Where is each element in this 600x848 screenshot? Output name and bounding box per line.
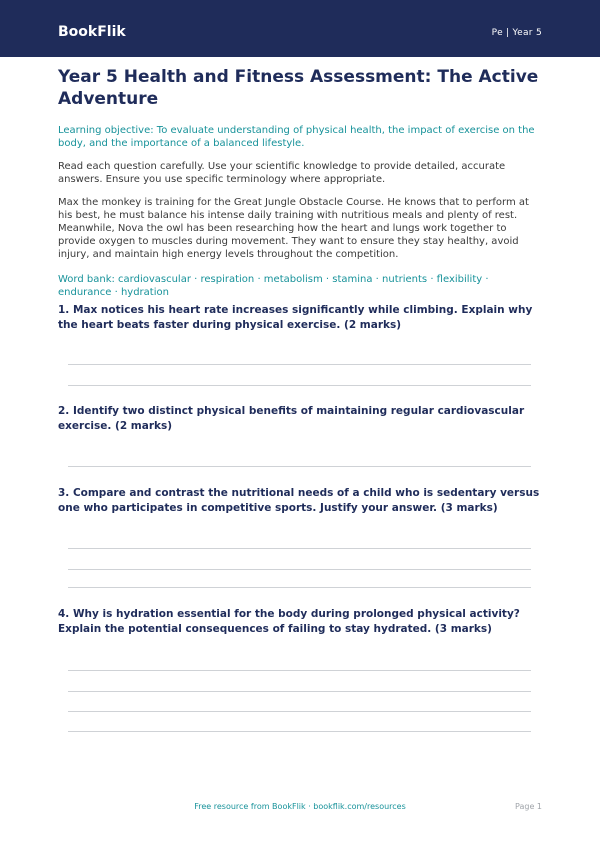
footer-link[interactable]: Free resource from BookFlik · bookflik.com/resources (194, 802, 406, 811)
intro-section (58, 66, 543, 299)
page-number: Page 1 (515, 802, 542, 811)
answer-line[interactable] (68, 466, 531, 467)
subject-year-label: Pe | Year 5 (491, 28, 542, 38)
answer-line[interactable] (68, 548, 531, 549)
question-1 (58, 303, 543, 333)
answer-line[interactable] (68, 731, 531, 732)
page-header (0, 0, 600, 57)
learning-objective: Learning objective: To evaluate understanding of physical health, the impact of exercise on the body, and the importance of a balanced lifestyle. (58, 125, 535, 149)
answer-line[interactable] (68, 569, 531, 570)
question-2 (58, 404, 543, 434)
brand-logo: BookFlik (58, 24, 126, 40)
answer-line[interactable] (68, 670, 531, 671)
question-text: 1. Max notices his heart rate increases significantly while climbing. Explain why the heart beats faster during physical exercise. (2 marks) (58, 304, 533, 331)
answer-line[interactable] (68, 385, 531, 386)
question-text: 4. Why is hydration essential for the body during prolonged physical activity? Explain the potential consequences of failing to stay hydrated. (3 marks) (58, 608, 520, 635)
page-title: Year 5 Health and Fitness Assessment: The Active Adventure (58, 67, 539, 109)
answer-line[interactable] (68, 691, 531, 692)
question-3 (58, 486, 543, 516)
scenario-text: Max the monkey is training for the Great Jungle Obstacle Course. He knows that to perform at his best, he must balance his intense daily training with nutritious meals and plenty of rest. Meanwhile, Nova the owl has been researching how the heart and lungs work together to provide oxygen to muscles during movement. They want to ensure they stay healthy, avoid injury, and maintain high energy levels throughout the competition. (58, 197, 529, 260)
instructions-text: Read each question carefully. Use your scientific knowledge to provide detailed, accurate answers. Ensure you use specific terminology where appropriate. (58, 161, 506, 185)
answer-line[interactable] (68, 364, 531, 365)
word-bank: Word bank: cardiovascular · respiration · metabolism · stamina · nutrients · flexibility · endurance · hydration (58, 274, 489, 298)
answer-line[interactable] (68, 587, 531, 588)
question-4 (58, 607, 543, 637)
question-text: 2. Identify two distinct physical benefits of maintaining regular cardiovascular exercise. (2 marks) (58, 405, 525, 432)
question-text: 3. Compare and contrast the nutritional needs of a child who is sedentary versus one who participates in competitive sports. Justify your answer. (3 marks) (58, 487, 540, 514)
answer-line[interactable] (68, 711, 531, 712)
